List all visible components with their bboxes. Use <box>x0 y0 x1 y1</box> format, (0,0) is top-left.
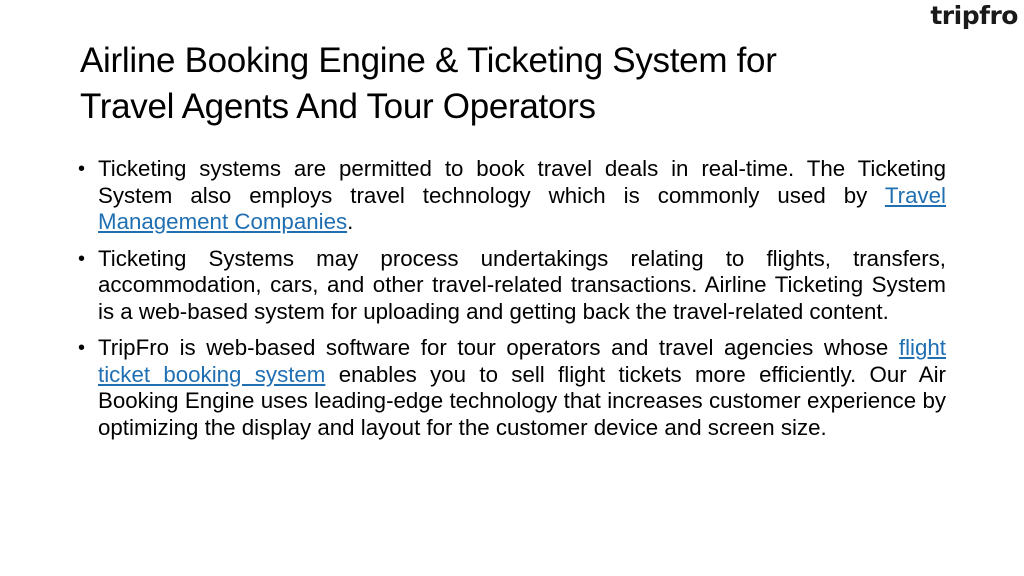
bullet-1-text-before: Ticketing systems are permitted to book travel deals in real-time. The Ticketing System also employs travel technology which is commonly used by <box>98 156 946 208</box>
bullet-3-text-after: enables you to sell flight tickets more efficiently. Our Air Booking Engine uses leading-edge technology that increases customer experience by optimizing the display and layout for the customer device and screen size. <box>98 361 946 440</box>
bullet-dot-icon: • <box>78 158 86 180</box>
bullet-item-1 <box>78 156 946 236</box>
tripfro-logo[interactable]: tripfro <box>930 1 1018 30</box>
bullet-item-3 <box>78 335 946 441</box>
slide-title <box>80 38 960 130</box>
travel-management-companies-link[interactable]: Travel Management Companies <box>98 182 946 234</box>
bullet-dot-icon: • <box>78 247 86 270</box>
slide-title-line-1: Airline Booking Engine & Ticketing System for <box>80 41 777 80</box>
bullet-list <box>78 156 946 451</box>
bullet-3-text-before: TripFro is web-based software for tour operators and travel agencies whose <box>98 335 899 360</box>
bullet-2-text: Ticketing Systems may process undertakings relating to flights, transfers, accommodation, cars, and other travel-related transactions. Airline Ticketing System is a web-based system for uploading and getting back the travel-related content. <box>98 245 946 324</box>
bullet-item-2 <box>78 246 946 326</box>
bullet-1-text-after: . <box>347 209 354 234</box>
slide-title-line-2: Travel Agents And Tour Operators <box>80 87 596 126</box>
bullet-dot-icon: • <box>78 337 86 359</box>
flight-ticket-booking-system-link[interactable]: flight ticket booking system <box>98 335 946 387</box>
